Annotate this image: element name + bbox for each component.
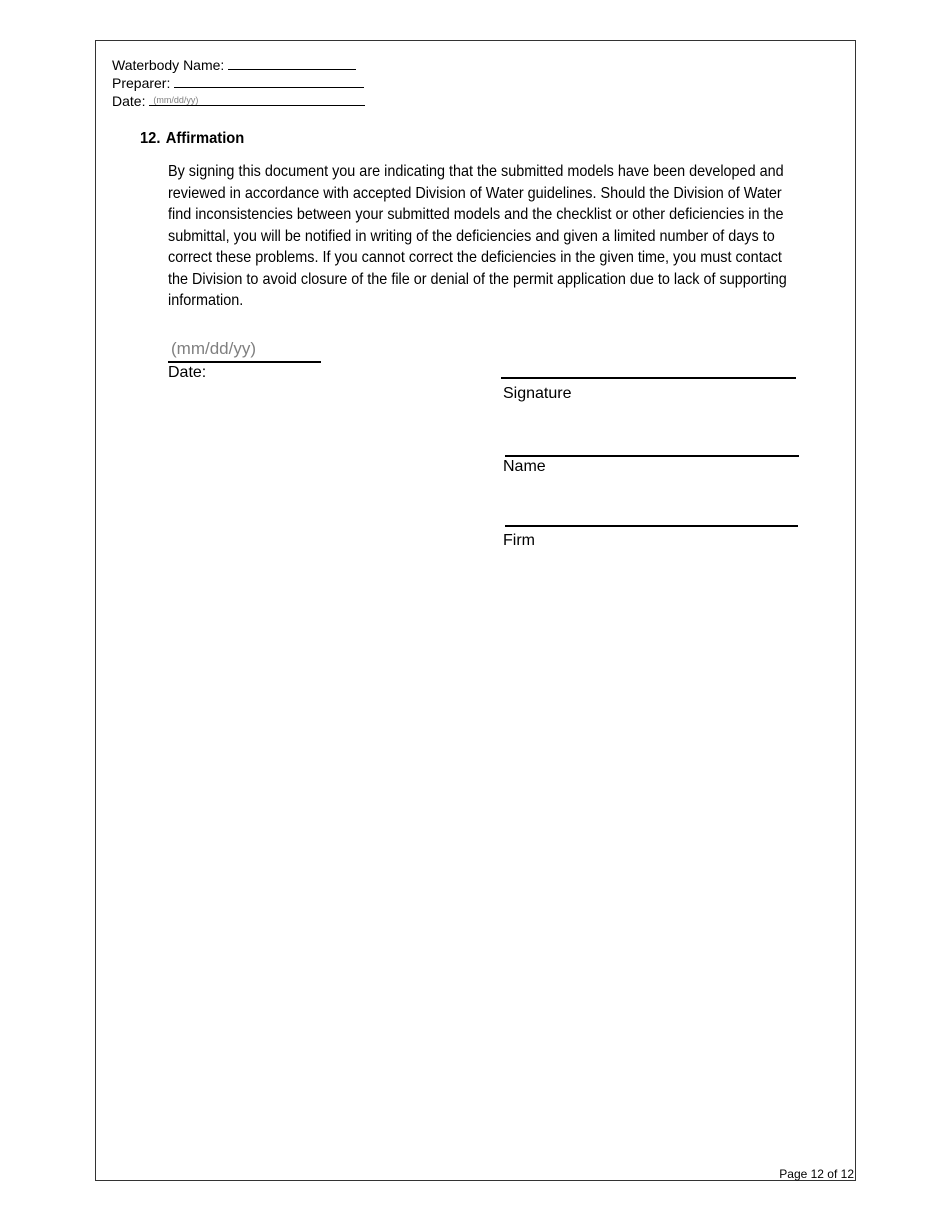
signature-line[interactable] bbox=[501, 377, 796, 379]
waterbody-name-field[interactable] bbox=[228, 56, 356, 70]
header-date-field[interactable] bbox=[149, 92, 365, 106]
name-line[interactable] bbox=[505, 455, 799, 457]
affirmation-date-label: Date: bbox=[168, 364, 207, 381]
waterbody-name-label: Waterbody Name: bbox=[112, 57, 225, 73]
header-date-label: Date: bbox=[112, 93, 146, 109]
page-number: Page 12 of 12 bbox=[779, 1167, 854, 1181]
affirmation-paragraph: By signing this document you are indicating that the submitted models have been developed and reviewed in accordance with accepted Division of Water guidelines. Should the Division of Water find inconsistencies between your submitted models and the checklist or other deficiencies in the submittal, you will be notified in writing of the deficiencies and given a limited number of days to correct these problems. If you cannot correct the deficiencies in the given time, you must contact the Division to avoid closure of the file or denial of the permit application due to lack of supporting information. bbox=[168, 163, 787, 309]
header-date-row bbox=[112, 92, 365, 110]
preparer-label: Preparer: bbox=[112, 75, 171, 91]
firm-line[interactable] bbox=[505, 525, 798, 527]
affirmation-date-line bbox=[168, 361, 321, 363]
header-date-placeholder: (mm/dd/yy) bbox=[153, 95, 199, 105]
affirmation-date-field[interactable]: (mm/dd/yy) bbox=[171, 339, 256, 358]
section-number: 12. bbox=[140, 130, 161, 147]
waterbody-name-row bbox=[112, 56, 356, 74]
preparer-row bbox=[112, 74, 364, 92]
preparer-field[interactable] bbox=[174, 74, 364, 88]
signature-label: Signature bbox=[503, 385, 572, 402]
section-heading bbox=[140, 130, 244, 148]
firm-label: Firm bbox=[503, 532, 535, 549]
section-title: Affirmation bbox=[165, 130, 245, 147]
name-label: Name bbox=[503, 458, 546, 475]
